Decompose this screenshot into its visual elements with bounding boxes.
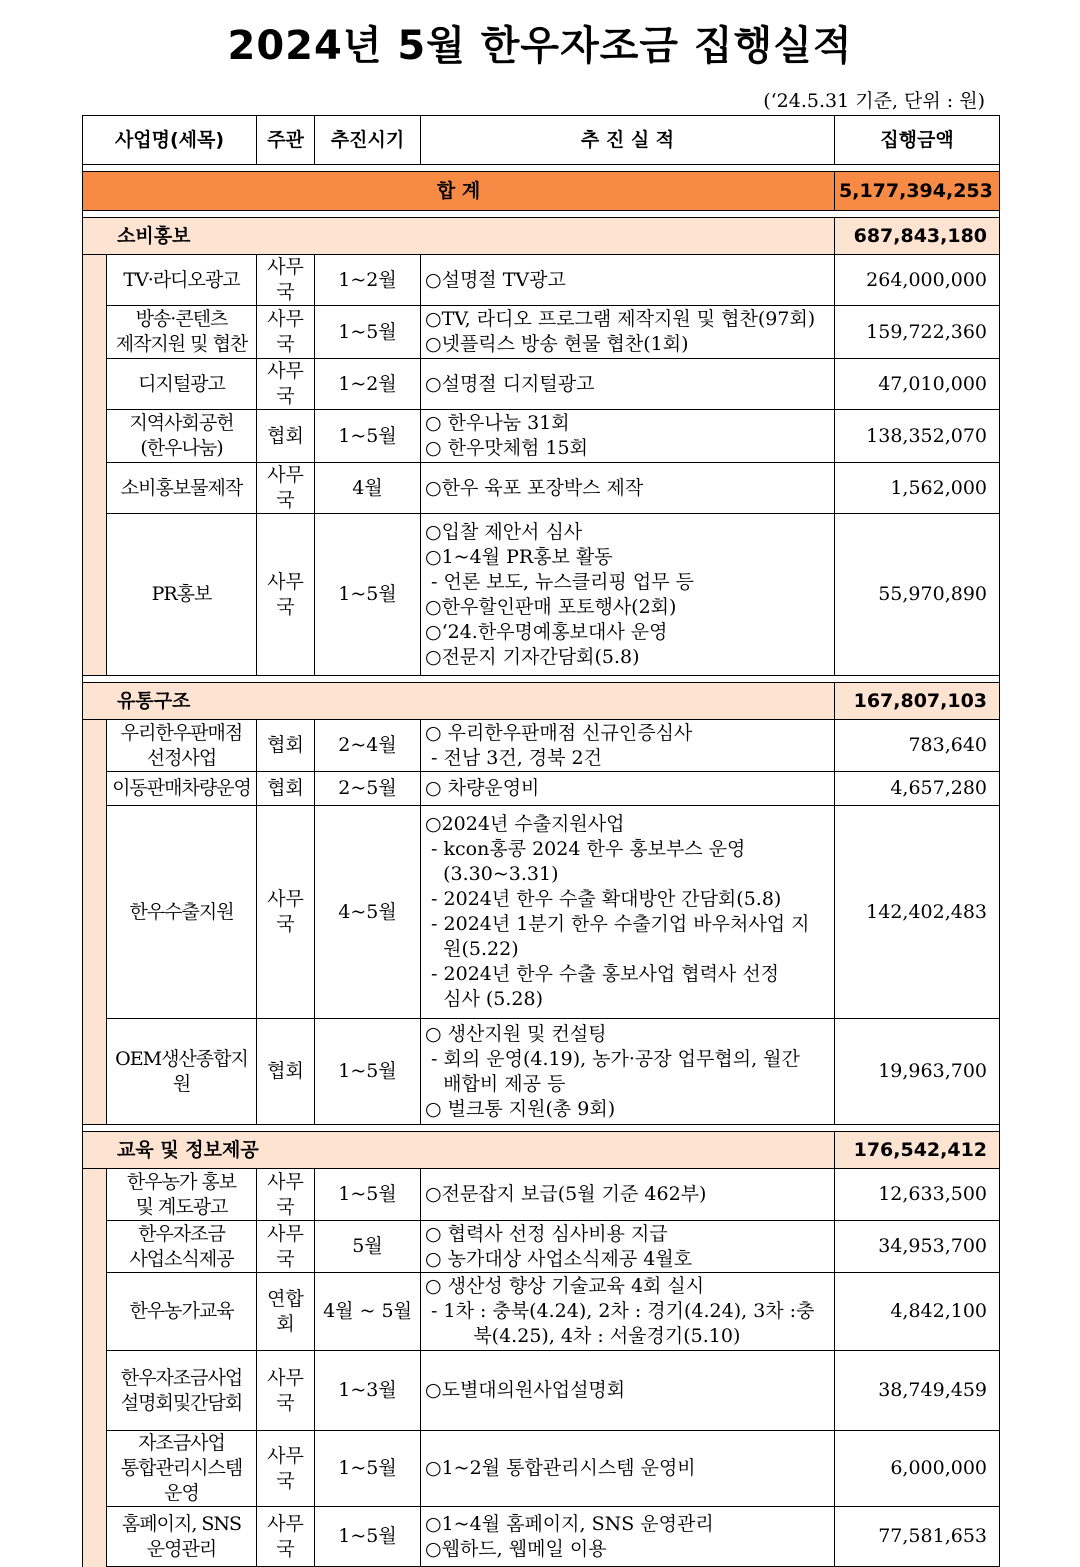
item-name-line: 방송·콘텐츠 xyxy=(135,308,228,330)
item-performance xyxy=(421,514,835,676)
item-period: 1~5월 xyxy=(315,1169,421,1221)
performance-line: ○ 한우나눔 31회 xyxy=(425,412,570,434)
item-amount: 4,842,100 xyxy=(835,1273,1000,1351)
category-indent xyxy=(83,1169,107,1567)
item-amount: 34,953,700 xyxy=(835,1221,1000,1273)
item-name-line: 홈페이지, SNS xyxy=(121,1512,242,1535)
performance-line: 배합비 제공 등 xyxy=(425,1072,566,1095)
performance-line: ○ 벌크통 지원(총 9회) xyxy=(425,1097,616,1120)
performance-line: - 회의 운영(4.19), 농가·공장 업무협의, 월간 xyxy=(425,1047,800,1070)
table-row xyxy=(83,306,1000,359)
item-amount: 1,562,000 xyxy=(835,463,1000,514)
item-name-line: 우리한우판매점 xyxy=(120,721,243,744)
item-name-line: 통합관리시스템 운영 xyxy=(120,1457,243,1504)
performance-table xyxy=(82,115,1000,1567)
table-row xyxy=(83,410,1000,463)
performance-line: ○1~2월 통합관리시스템 운영비 xyxy=(425,1457,696,1479)
header-row xyxy=(83,116,1000,165)
item-period: 4월 xyxy=(315,463,421,514)
performance-line: ○ 우리한우판매점 신규인증심사 xyxy=(425,721,693,744)
item-name-line: (한우나눔) xyxy=(140,437,223,459)
item-amount: 783,640 xyxy=(835,720,1000,772)
item-name xyxy=(107,720,257,772)
table-row xyxy=(83,806,1000,1019)
item-period: 1~5월 xyxy=(315,306,421,359)
item-host: 사무국 xyxy=(257,514,315,676)
item-amount: 19,963,700 xyxy=(835,1019,1000,1125)
item-amount: 47,010,000 xyxy=(835,359,1000,410)
item-period: 2~4월 xyxy=(315,720,421,772)
item-amount: 6,000,000 xyxy=(835,1431,1000,1507)
performance-line: ○전문잡지 보급(5월 기준 462부) xyxy=(425,1183,707,1205)
header-name: 사업명(세목) xyxy=(83,116,257,165)
item-performance xyxy=(421,255,835,306)
table-row xyxy=(83,514,1000,676)
item-name xyxy=(107,359,257,410)
item-name xyxy=(107,1351,257,1431)
table-row xyxy=(83,1507,1000,1567)
item-host: 협회 xyxy=(257,1019,315,1125)
item-performance xyxy=(421,306,835,359)
item-amount: 77,581,653 xyxy=(835,1507,1000,1567)
table-row xyxy=(83,1431,1000,1507)
performance-line: ○TV, 라디오 프로그램 제작지원 및 협찬(97회) xyxy=(425,308,816,330)
item-name xyxy=(107,255,257,306)
table-row xyxy=(83,463,1000,514)
item-performance xyxy=(421,1169,835,1221)
item-host: 협회 xyxy=(257,720,315,772)
performance-line: (3.30~3.31) xyxy=(425,863,559,885)
performance-line: ○한우할인판매 포토행사(2회) xyxy=(425,595,677,618)
performance-line: ○ 농가대상 사업소식제공 4월호 xyxy=(425,1247,693,1270)
item-name-line: 한우자조금사업 xyxy=(120,1366,243,1389)
item-name-line: 한우수출지원 xyxy=(129,900,234,923)
category-name: 유통구조 xyxy=(83,683,835,720)
performance-line: ○ 한우맛체험 15회 xyxy=(425,437,588,459)
item-name-line: 자조금사업 xyxy=(138,1432,225,1454)
performance-line: - kcon홍콩 2024 한우 홍보부스 운영 xyxy=(425,838,746,860)
item-host: 사무국 xyxy=(257,806,315,1019)
item-host: 사무국 xyxy=(257,306,315,359)
table-row xyxy=(83,255,1000,306)
item-period: 1~5월 xyxy=(315,410,421,463)
item-amount: 138,352,070 xyxy=(835,410,1000,463)
item-amount: 55,970,890 xyxy=(835,514,1000,676)
item-performance xyxy=(421,772,835,806)
item-amount: 142,402,483 xyxy=(835,806,1000,1019)
page-title: 2024년 5월 한우자조금 집행실적 xyxy=(227,23,853,69)
item-performance xyxy=(421,720,835,772)
item-period: 1~3월 xyxy=(315,1351,421,1431)
item-host: 사무국 xyxy=(257,463,315,514)
item-name-line: 이동판매차량운영 xyxy=(112,777,251,799)
basis-note: (‘24.5.31 기준, 단위 : 원) xyxy=(763,90,985,112)
category-row xyxy=(83,683,1000,720)
item-name xyxy=(107,1273,257,1351)
item-host: 사무국 xyxy=(257,255,315,306)
performance-line: ○입찰 제안서 심사 xyxy=(425,520,583,543)
category-name: 소비홍보 xyxy=(83,218,835,255)
item-performance xyxy=(421,463,835,514)
item-performance xyxy=(421,410,835,463)
item-name xyxy=(107,1507,257,1567)
table-row xyxy=(83,359,1000,410)
category-row xyxy=(83,1132,1000,1169)
item-host: 협회 xyxy=(257,410,315,463)
item-amount: 4,657,280 xyxy=(835,772,1000,806)
item-period: 1~5월 xyxy=(315,514,421,676)
item-period: 1~2월 xyxy=(315,359,421,410)
category-amount: 167,807,103 xyxy=(835,683,1000,720)
item-name-line: 및 계도광고 xyxy=(135,1195,228,1218)
category-indent xyxy=(83,255,107,676)
item-amount: 159,722,360 xyxy=(835,306,1000,359)
performance-line: ○설명절 디지털광고 xyxy=(425,372,595,395)
item-name-line: 선정사업 xyxy=(146,746,217,769)
item-performance xyxy=(421,359,835,410)
item-host: 사무국 xyxy=(257,359,315,410)
performance-line: ○웹하드, 웹메일 이용 xyxy=(425,1537,607,1560)
total-amount: 5,177,394,253 xyxy=(835,172,1000,211)
category-amount: 176,542,412 xyxy=(835,1132,1000,1169)
performance-line: ○설명절 TV광고 xyxy=(425,268,566,291)
item-name-line: 사업소식제공 xyxy=(129,1247,234,1270)
table-row xyxy=(83,1273,1000,1351)
performance-line: 북(4.25), 4차 : 서울경기(5.10) xyxy=(425,1325,741,1347)
performance-line: ○ 생산지원 및 컨설팅 xyxy=(425,1022,607,1045)
item-name xyxy=(107,806,257,1019)
item-host: 사무국 xyxy=(257,1351,315,1431)
item-name-line: 한우농가교육 xyxy=(129,1300,234,1322)
performance-line: ○‘24.한우명예홍보대사 운영 xyxy=(425,620,668,643)
item-performance xyxy=(421,1019,835,1125)
item-performance xyxy=(421,1221,835,1273)
item-period: 1~5월 xyxy=(315,1431,421,1507)
item-period: 1~5월 xyxy=(315,1507,421,1567)
performance-line: ○ 차량운영비 xyxy=(425,777,540,799)
performance-line: ○ 협력사 선정 심사비용 지급 xyxy=(425,1222,668,1245)
item-host: 연합회 xyxy=(257,1273,315,1351)
header-host: 주관 xyxy=(257,116,315,165)
item-name-line: 운영관리 xyxy=(146,1537,217,1560)
item-name-line: 제작지원 및 협찬 xyxy=(115,333,248,355)
item-host: 사무국 xyxy=(257,1221,315,1273)
table-row xyxy=(83,772,1000,806)
item-performance xyxy=(421,806,835,1019)
item-name xyxy=(107,1221,257,1273)
item-performance xyxy=(421,1507,835,1567)
performance-line: - 2024년 1분기 한우 수출기업 바우처사업 지 xyxy=(425,913,810,935)
item-period: 1~2월 xyxy=(315,255,421,306)
item-name xyxy=(107,463,257,514)
table-row xyxy=(83,1019,1000,1125)
item-period: 5월 xyxy=(315,1221,421,1273)
item-amount: 38,749,459 xyxy=(835,1351,1000,1431)
performance-line: ○도별대의원사업설명회 xyxy=(425,1379,626,1401)
table-row xyxy=(83,1351,1000,1431)
performance-line: 심사 (5.28) xyxy=(425,988,544,1010)
item-name xyxy=(107,1169,257,1221)
performance-line: - 언론 보도, 뉴스클리핑 업무 등 xyxy=(425,570,694,593)
item-name-line: OEM생산종합지원 xyxy=(115,1047,248,1095)
item-name-line: 소비홍보물제작 xyxy=(120,476,243,499)
performance-line: ○ 생산성 향상 기술교육 4회 실시 xyxy=(425,1275,705,1297)
item-name xyxy=(107,1019,257,1125)
performance-line: - 2024년 한우 수출 확대방안 간담회(5.8) xyxy=(425,888,782,910)
item-name xyxy=(107,772,257,806)
item-name-line: 지역사회공헌 xyxy=(129,412,234,434)
performance-line: ○1~4월 홈페이지, SNS 운영관리 xyxy=(425,1512,714,1535)
item-name xyxy=(107,514,257,676)
item-host: 사무국 xyxy=(257,1169,315,1221)
item-name-line: 한우농가 홍보 xyxy=(126,1170,237,1193)
item-performance xyxy=(421,1273,835,1351)
table-row xyxy=(83,1221,1000,1273)
performance-line: ○한우 육포 포장박스 제작 xyxy=(425,476,644,499)
item-name xyxy=(107,410,257,463)
table-row xyxy=(83,1169,1000,1221)
header-performance: 추 진 실 적 xyxy=(421,116,835,165)
item-amount: 264,000,000 xyxy=(835,255,1000,306)
item-name xyxy=(107,1431,257,1507)
item-host: 사무국 xyxy=(257,1507,315,1567)
item-period: 4~5월 xyxy=(315,806,421,1019)
item-performance xyxy=(421,1351,835,1431)
item-name-line: TV·라디오광고 xyxy=(123,268,240,291)
category-name: 교육 및 정보제공 xyxy=(83,1132,835,1169)
header-period: 추진시기 xyxy=(315,116,421,165)
performance-line: - 전남 3건, 경북 2건 xyxy=(425,746,602,769)
total-label: 합 계 xyxy=(83,172,835,211)
performance-line: ○1~4월 PR홍보 활동 xyxy=(425,545,613,568)
item-name-line: 디지털광고 xyxy=(138,372,225,395)
item-period: 4월 ~ 5월 xyxy=(315,1273,421,1351)
item-host: 사무국 xyxy=(257,1431,315,1507)
performance-line: - 1차 : 충북(4.24), 2차 : 경기(4.24), 3차 :충 xyxy=(425,1300,815,1322)
performance-line: ○넷플릭스 방송 현물 협찬(1회) xyxy=(425,333,689,355)
category-row xyxy=(83,218,1000,255)
category-indent xyxy=(83,720,107,1125)
header-amount: 집행금액 xyxy=(835,116,1000,165)
item-name-line: 설명회및간담회 xyxy=(120,1391,243,1414)
performance-line: ○2024년 수출지원사업 xyxy=(425,813,625,835)
table-row xyxy=(83,720,1000,772)
item-name xyxy=(107,306,257,359)
performance-line: 원(5.22) xyxy=(425,938,519,960)
item-name-line: 한우자조금 xyxy=(138,1222,225,1245)
item-period: 1~5월 xyxy=(315,1019,421,1125)
performance-line: ○전문지 기자간담회(5.8) xyxy=(425,645,640,668)
total-row xyxy=(83,172,1000,211)
performance-line: - 2024년 한우 수출 홍보사업 협력사 선정 xyxy=(425,963,780,985)
item-performance xyxy=(421,1431,835,1507)
item-period: 2~5월 xyxy=(315,772,421,806)
item-amount: 12,633,500 xyxy=(835,1169,1000,1221)
item-host: 협회 xyxy=(257,772,315,806)
category-amount: 687,843,180 xyxy=(835,218,1000,255)
item-name-line: PR홍보 xyxy=(151,583,212,605)
